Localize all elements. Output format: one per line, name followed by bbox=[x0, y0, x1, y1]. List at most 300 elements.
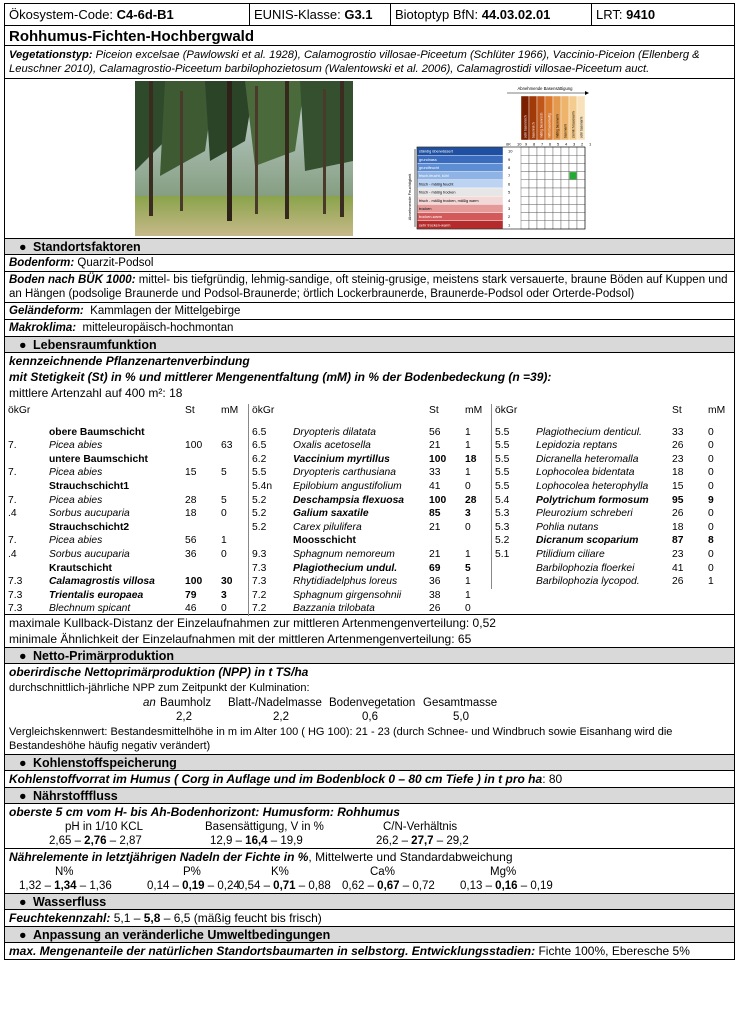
basen-label: Basensättigung, V in % bbox=[205, 821, 324, 833]
section-naehrstoff bbox=[5, 788, 734, 804]
humus-values bbox=[5, 834, 734, 848]
matrix-cell bbox=[521, 163, 529, 171]
bullet-icon: ● bbox=[19, 240, 27, 254]
header-st: St bbox=[672, 405, 682, 416]
matrix-cell bbox=[561, 163, 569, 171]
species-mm: 9 bbox=[708, 494, 714, 506]
vegetation-type-text: Piceion excelsae (Pawlowski et al. 1928), Calamogrostio villosae-Piceetum (Schlüter 1966), Vaccinio-Piceion (Ellenberg & Leuschner 2010), Calamagrostio-Piceetum barbilophozietosum (Walentowski et al. 2006), Calamagrostidi villosae-Piceetum auct. bbox=[9, 49, 700, 75]
species-okgr: 7.3 bbox=[8, 603, 23, 615]
species-st: 18 bbox=[185, 508, 197, 520]
species-mm: 0 bbox=[708, 548, 714, 560]
bullet-icon: ● bbox=[19, 895, 27, 909]
matrix-cell bbox=[577, 180, 585, 188]
species-st: 21 bbox=[429, 440, 441, 452]
species-mm: 1 bbox=[465, 467, 471, 479]
nadel-value-mean: 0,67 bbox=[377, 880, 400, 892]
matrix-cell bbox=[553, 196, 561, 204]
species-name: Picea abies bbox=[49, 440, 103, 452]
n-label: N% bbox=[55, 866, 74, 878]
header-st: St bbox=[185, 405, 195, 416]
section-kohlenstoff bbox=[5, 755, 734, 771]
matrix-cell bbox=[545, 180, 553, 188]
species-name: obere Baumschicht bbox=[49, 426, 145, 438]
nadel-value-1: 0,14 – 0,19 – 0,24 bbox=[147, 880, 240, 892]
matrix-row-number: 7 bbox=[508, 173, 511, 179]
species-row bbox=[492, 534, 735, 548]
species-okgr: 5.2 bbox=[495, 535, 510, 547]
buek-value: mittel- bis tiefgründig, lehmig-sandige, oft steinig-grusige, meistens stark versauerte, braune Böden auf Kuppen und an Hängen (podsolige Braunerde und Podsol-Braunerde; örtlich Lockerbraunerde, Braunerde-Podsol oder Orterde-Podsol) bbox=[9, 274, 728, 300]
species-mm: 0 bbox=[221, 508, 227, 520]
nadel-value-4: 0,13 – 0,16 – 0,19 bbox=[460, 880, 553, 892]
section-heading: Lebensraumfunktion bbox=[33, 338, 157, 352]
matrix-cell bbox=[561, 147, 569, 155]
species-intro-1: kennzeichnende Pflanzenartenverbindung bbox=[9, 354, 250, 368]
matrix-cell bbox=[545, 163, 553, 171]
layer-heading bbox=[5, 562, 248, 576]
species-st: 41 bbox=[429, 480, 441, 492]
humus-value-2: 26,2 – 27,7 – 29,2 bbox=[376, 835, 469, 847]
species-name: Deschampsia flexuosa bbox=[293, 494, 405, 506]
matrix-cell bbox=[561, 188, 569, 196]
matrix-row-label: frisch - mäßig feucht bbox=[419, 182, 454, 187]
species-row bbox=[249, 480, 492, 494]
matrix-cell bbox=[553, 180, 561, 188]
species-st: 23 bbox=[672, 453, 684, 465]
matrix-cell bbox=[537, 204, 545, 212]
species-row bbox=[249, 507, 492, 521]
species-name: Strauchschicht2 bbox=[49, 521, 130, 533]
npp-label-baumholz: Baumholz bbox=[160, 697, 212, 709]
species-mm: 63 bbox=[221, 440, 233, 452]
matrix-column-label: mäßig basenarm bbox=[555, 114, 560, 138]
species-okgr: 5.5 bbox=[495, 453, 510, 465]
species-mm: 5 bbox=[221, 494, 227, 506]
matrix-marker bbox=[570, 172, 577, 179]
cn-label: C/N-Verhältnis bbox=[383, 821, 458, 833]
species-name: Plagiothecium undul. bbox=[293, 562, 398, 574]
bullet-icon: ● bbox=[19, 789, 27, 803]
species-name: Lophocolea heterophylla bbox=[536, 480, 649, 492]
ecosystem-sheet bbox=[4, 3, 735, 960]
matrix-cell bbox=[569, 180, 577, 188]
nadel-value-mean: 0,71 bbox=[273, 880, 296, 892]
matrix-cell bbox=[521, 213, 529, 221]
matrix-cell bbox=[553, 155, 561, 163]
vegetation-type-label: Vegetationstyp: bbox=[9, 49, 93, 61]
matrix-cell bbox=[553, 172, 561, 180]
species-row bbox=[5, 507, 248, 521]
species-mm: 0 bbox=[221, 548, 227, 560]
species-st: 56 bbox=[185, 535, 197, 547]
species-intro-2: mit Stetigkeit (St) in % und mittlerer Mengenentfaltung (mM) in % der Bodenbedeckung (n =39): bbox=[9, 370, 552, 384]
matrix-row-label: ständig überwässert bbox=[419, 149, 453, 154]
species-st: 26 bbox=[672, 508, 684, 520]
species-mm: 0 bbox=[708, 440, 714, 452]
matrix-top-arrowhead bbox=[585, 91, 589, 95]
species-row bbox=[5, 534, 248, 548]
header-mm: mM bbox=[465, 405, 483, 416]
npp-label-bodenveg: Bodenvegetation bbox=[329, 697, 416, 709]
eunis-code: G3.1 bbox=[344, 7, 373, 22]
matrix-cell bbox=[529, 221, 537, 229]
species-row bbox=[492, 426, 735, 440]
ca-label: Ca% bbox=[370, 866, 395, 878]
matrix-cell bbox=[561, 155, 569, 163]
kullback-distance: maximale Kullback-Distanz der Einzelaufnahmen zur mittleren Artenmengenverteilung: 0,52 bbox=[5, 614, 734, 631]
species-name: Dryopteris dilatata bbox=[293, 426, 376, 438]
ph-label: pH in 1/10 KCL bbox=[65, 821, 143, 833]
species-row bbox=[249, 453, 492, 467]
matrix-column-number: 2 bbox=[581, 141, 584, 147]
matrix-cell bbox=[545, 213, 553, 221]
matrix-row-label: trocken-warm bbox=[419, 215, 442, 220]
npp-an: an bbox=[143, 697, 156, 709]
species-row bbox=[249, 548, 492, 562]
species-mm: 30 bbox=[221, 576, 233, 588]
species-okgr: 7. bbox=[8, 494, 17, 506]
lrt-label: LRT: bbox=[596, 7, 623, 22]
matrix-left-title: Abnehmende Feuchtigkeit bbox=[407, 173, 412, 221]
npp-sub: durchschnittlich-jährliche NPP zum Zeitpunkt der Kulmination: bbox=[9, 682, 310, 694]
matrix-column-number: 5 bbox=[557, 141, 560, 147]
matrix-row-number: 9 bbox=[508, 156, 511, 162]
species-okgr: 5.5 bbox=[495, 440, 510, 452]
species-row bbox=[249, 494, 492, 508]
species-table bbox=[5, 404, 734, 614]
species-st: 26 bbox=[672, 576, 684, 588]
species-mm: 0 bbox=[708, 562, 714, 574]
matrix-column-label: ziemlich basenarm bbox=[571, 111, 576, 138]
matrix-cell bbox=[561, 172, 569, 180]
matrix-row-label: trocken bbox=[419, 207, 432, 211]
npp-values bbox=[5, 710, 734, 724]
species-okgr: 5.4 bbox=[495, 494, 510, 506]
section-heading: Anpassung an veränderliche Umweltbedingungen bbox=[33, 928, 331, 942]
species-st: 18 bbox=[672, 467, 684, 479]
section-heading: Kohlenstoffspeicherung bbox=[33, 756, 177, 770]
matrix-column-number: 10 bbox=[517, 141, 522, 147]
makro-value: mitteleuropäisch-hochmontan bbox=[82, 322, 234, 334]
species-name: Pleurozium schreberi bbox=[536, 508, 633, 520]
species-okgr: 7.2 bbox=[252, 589, 267, 601]
species-st: 100 bbox=[185, 440, 203, 452]
species-name: Galium saxatile bbox=[293, 508, 369, 520]
species-name: Blechnum spicant bbox=[49, 603, 131, 615]
anpassung-row bbox=[5, 943, 734, 959]
species-st: 100 bbox=[429, 494, 447, 506]
header-okgr: ökGr bbox=[8, 405, 31, 416]
matrix-cell bbox=[577, 196, 585, 204]
species-column-3 bbox=[491, 404, 735, 589]
species-st: 69 bbox=[429, 562, 441, 574]
feuchte-max: – 6,5 (mäßig feucht bis frisch) bbox=[160, 911, 322, 925]
lrt-code: 9410 bbox=[626, 7, 656, 22]
species-st: 100 bbox=[429, 453, 447, 465]
species-row bbox=[5, 602, 248, 616]
matrix-column-label: basenreich bbox=[531, 122, 536, 138]
species-mm: 1 bbox=[465, 440, 471, 452]
forest-photo bbox=[135, 81, 353, 236]
species-okgr: .4 bbox=[8, 508, 17, 520]
matrix-column-number: 7 bbox=[541, 141, 544, 147]
species-mm: 8 bbox=[708, 535, 714, 547]
spacer-line bbox=[492, 418, 735, 426]
species-mm: 0 bbox=[465, 603, 471, 615]
species-row bbox=[5, 439, 248, 453]
spacer-line bbox=[5, 418, 248, 426]
nadel-values bbox=[5, 879, 734, 893]
matrix-cell bbox=[561, 204, 569, 212]
species-mm: 0 bbox=[465, 521, 471, 533]
bullet-icon: ● bbox=[19, 928, 27, 942]
npp-value-nadelmasse: 2,2 bbox=[273, 711, 289, 723]
species-row bbox=[249, 521, 492, 535]
k-label: K% bbox=[271, 866, 289, 878]
header-mm: mM bbox=[221, 405, 239, 416]
humus-value-0: 2,65 – 2,76 – 2,87 bbox=[49, 835, 142, 847]
matrix-cell bbox=[553, 163, 561, 171]
matrix-cell bbox=[521, 221, 529, 229]
species-intro-3: mittlere Artenzahl auf 400 m²: 18 bbox=[9, 386, 183, 400]
layer-heading bbox=[5, 521, 248, 535]
feuchte-label: Feuchtekennzahl: bbox=[9, 911, 111, 925]
species-mm: 0 bbox=[708, 467, 714, 479]
makro-row bbox=[5, 320, 734, 337]
matrix-column-number: 3 bbox=[573, 141, 576, 147]
species-st: 33 bbox=[429, 467, 441, 479]
matrix-column-label: mittel basenhaltig bbox=[547, 113, 552, 138]
matrix-column-number: 6 bbox=[549, 141, 552, 147]
matrix-cell bbox=[521, 188, 529, 196]
matrix-cell bbox=[553, 213, 561, 221]
species-okgr: 6.2 bbox=[252, 453, 267, 465]
nadel-title-suffix: , Mittelwerte und Standardabweichung bbox=[308, 850, 513, 864]
matrix-cell bbox=[569, 188, 577, 196]
layer-heading bbox=[5, 426, 248, 440]
species-mm: 0 bbox=[708, 453, 714, 465]
matrix-column-label: basenarm bbox=[563, 123, 568, 138]
bullet-icon: ● bbox=[19, 756, 27, 770]
matrix-cell bbox=[545, 204, 553, 212]
matrix-row-number: 6 bbox=[508, 181, 511, 187]
matrix-cell bbox=[553, 221, 561, 229]
nadel-value-mean: 1,34 bbox=[54, 880, 77, 892]
species-row bbox=[492, 480, 735, 494]
species-name: Bazzania trilobata bbox=[293, 603, 375, 615]
species-st: 21 bbox=[429, 521, 441, 533]
eunis-cell bbox=[250, 4, 391, 25]
layer-heading bbox=[5, 480, 248, 494]
matrix-cell bbox=[537, 188, 545, 196]
section-standortsfaktoren bbox=[5, 239, 734, 255]
matrix-column-number: 9 bbox=[525, 141, 528, 147]
matrix-cell bbox=[577, 188, 585, 196]
species-st: 26 bbox=[672, 440, 684, 452]
humus-value-1: 12,9 – 16,4 – 19,9 bbox=[210, 835, 303, 847]
kohlenstoff-label: Kohlenstoffvorrat im Humus ( Corg in Auflage und im Bodenblock 0 – 80 cm Tiefe ) in t pro ha bbox=[9, 772, 543, 786]
species-column-header bbox=[249, 404, 492, 418]
wasser-row bbox=[5, 910, 734, 927]
species-row bbox=[492, 453, 735, 467]
nadel-value-mean: 0,19 bbox=[182, 880, 205, 892]
ecosystem-code: C4-6d-B1 bbox=[116, 7, 174, 22]
species-row bbox=[492, 507, 735, 521]
matrix-cell bbox=[561, 180, 569, 188]
species-okgr: 5.5 bbox=[252, 467, 267, 479]
species-okgr: 6.5 bbox=[252, 426, 267, 438]
species-name: Lepidozia reptans bbox=[536, 440, 618, 452]
species-name: Pohlia nutans bbox=[536, 521, 599, 533]
species-st: 36 bbox=[429, 576, 441, 588]
matrix-row-label: frisch - mäßig trocken bbox=[419, 190, 456, 195]
species-st: 56 bbox=[429, 426, 441, 438]
species-name: Barbilophozia lycopod. bbox=[536, 576, 640, 588]
species-row bbox=[249, 426, 492, 440]
nadel-value-0: 1,32 – 1,34 – 1,36 bbox=[19, 880, 112, 892]
matrix-cell bbox=[521, 180, 529, 188]
matrix-cell bbox=[521, 204, 529, 212]
species-mm: 3 bbox=[221, 589, 227, 601]
matrix-cell bbox=[537, 163, 545, 171]
species-mm: 0 bbox=[708, 508, 714, 520]
bodenform-value: Quarzit-Podsol bbox=[77, 257, 154, 269]
species-row bbox=[5, 494, 248, 508]
matrix-row-number: 4 bbox=[508, 197, 511, 203]
nadel-block bbox=[5, 849, 734, 894]
matrix-row-number: 3 bbox=[508, 206, 511, 211]
species-mm: 0 bbox=[465, 480, 471, 492]
species-st: 46 bbox=[185, 603, 197, 615]
species-row bbox=[5, 466, 248, 480]
matrix-cell bbox=[545, 221, 553, 229]
matrix-column-label: sehr basenreich bbox=[523, 115, 528, 138]
matrix-cell bbox=[537, 147, 545, 155]
humus-value-mean: 16,4 bbox=[245, 835, 268, 847]
lrt-cell bbox=[592, 4, 734, 25]
section-anpassung bbox=[5, 927, 734, 943]
species-okgr: 5.3 bbox=[495, 508, 510, 520]
species-name: Picea abies bbox=[49, 535, 103, 547]
matrix-row-label: grundfeucht bbox=[419, 166, 440, 170]
matrix-cell bbox=[561, 213, 569, 221]
section-heading: Nährstofffluss bbox=[33, 789, 118, 803]
matrix-cell bbox=[537, 221, 545, 229]
species-row bbox=[249, 589, 492, 603]
section-heading: Wasserfluss bbox=[33, 895, 107, 909]
eunis-label: EUNIS-Klasse: bbox=[254, 7, 341, 22]
species-okgr: 5.1 bbox=[495, 548, 510, 560]
species-row bbox=[5, 589, 248, 603]
species-mm: 0 bbox=[708, 521, 714, 533]
matrix-cell bbox=[545, 172, 553, 180]
matrix-cell bbox=[561, 221, 569, 229]
matrix-cell bbox=[577, 172, 585, 180]
species-mm: 1 bbox=[465, 576, 471, 588]
species-name: Carex pilulifera bbox=[293, 521, 362, 533]
nadel-title: Nährelemente in letztjährigen Nadeln der Fichte in % bbox=[9, 850, 309, 864]
species-row bbox=[492, 494, 735, 508]
npp-label-nadelmasse: Blatt-/Nadelmasse bbox=[228, 697, 322, 709]
ecosystem-code-label: Ökosystem-Code: bbox=[9, 7, 114, 22]
npp-value-gesamt: 5,0 bbox=[453, 711, 469, 723]
matrix-row-label: frisch-feucht, kühl bbox=[419, 174, 449, 179]
species-okgr: 5.2 bbox=[252, 508, 267, 520]
species-mm: 1 bbox=[465, 548, 471, 560]
matrix-cell bbox=[521, 147, 529, 155]
species-mm: 28 bbox=[465, 494, 477, 506]
species-okgr: 7.3 bbox=[252, 576, 267, 588]
species-st: 41 bbox=[672, 562, 684, 574]
matrix-row-number: 5 bbox=[508, 189, 511, 195]
species-okgr: 7. bbox=[8, 440, 17, 452]
species-st: 18 bbox=[672, 521, 684, 533]
species-okgr: 5.3 bbox=[495, 521, 510, 533]
species-okgr: 9.3 bbox=[252, 548, 267, 560]
biotop-label: Biotoptyp BfN: bbox=[395, 7, 479, 22]
species-st: 15 bbox=[185, 467, 197, 479]
matrix-cell bbox=[537, 172, 545, 180]
species-mm: 1 bbox=[465, 426, 471, 438]
species-column-2 bbox=[248, 404, 492, 616]
matrix-cell bbox=[521, 196, 529, 204]
matrix-cell bbox=[545, 196, 553, 204]
matrix-cell bbox=[569, 204, 577, 212]
matrix-row-label: frisch - mäßig trocken, mäßig warm bbox=[419, 198, 479, 203]
species-name: Polytrichum formosum bbox=[536, 494, 649, 506]
species-name: Picea abies bbox=[49, 467, 103, 479]
species-st: 21 bbox=[429, 548, 441, 560]
matrix-cell bbox=[569, 221, 577, 229]
layer-heading bbox=[5, 453, 248, 467]
species-okgr: 7. bbox=[8, 535, 17, 547]
page-title: Rohhumus-Fichten-Hochbergwald bbox=[5, 26, 734, 46]
matrix-cell bbox=[577, 155, 585, 163]
gelaende-label: Geländeform: bbox=[9, 305, 84, 317]
species-okgr: 5.2 bbox=[252, 494, 267, 506]
species-name: Krautschicht bbox=[49, 562, 112, 574]
matrix-row-number: 1 bbox=[508, 222, 511, 228]
species-okgr: 7.3 bbox=[8, 589, 23, 601]
matrix-row-number: 2 bbox=[508, 214, 511, 220]
species-column-1 bbox=[5, 404, 248, 616]
section-heading: Standortsfaktoren bbox=[33, 240, 141, 254]
matrix-column-number: 1 bbox=[589, 141, 592, 147]
species-row bbox=[249, 602, 492, 616]
matrix-row-number: 10 bbox=[508, 148, 513, 154]
species-okgr: 5.5 bbox=[495, 480, 510, 492]
header-st: St bbox=[429, 405, 439, 416]
matrix-column-number: 4 bbox=[565, 141, 568, 147]
bodenform-label: Bodenform: bbox=[9, 257, 75, 269]
matrix-cell bbox=[529, 204, 537, 212]
species-st: 33 bbox=[672, 426, 684, 438]
humus-labels bbox=[5, 820, 734, 834]
species-mm: 5 bbox=[221, 467, 227, 479]
species-name: Moosschicht bbox=[293, 535, 356, 547]
species-name: Dryopteris carthusiana bbox=[293, 467, 397, 479]
matrix-cell bbox=[529, 213, 537, 221]
species-row bbox=[249, 575, 492, 589]
species-row bbox=[249, 562, 492, 576]
matrix-column-label: sehr basenarm bbox=[579, 116, 584, 138]
matrix-cell bbox=[537, 213, 545, 221]
species-mm: 18 bbox=[465, 453, 477, 465]
matrix-cell bbox=[537, 155, 545, 163]
species-row bbox=[249, 466, 492, 480]
species-okgr: 5.5 bbox=[495, 467, 510, 479]
matrix-ok-label: öK bbox=[506, 141, 511, 147]
matrix-cell bbox=[545, 155, 553, 163]
